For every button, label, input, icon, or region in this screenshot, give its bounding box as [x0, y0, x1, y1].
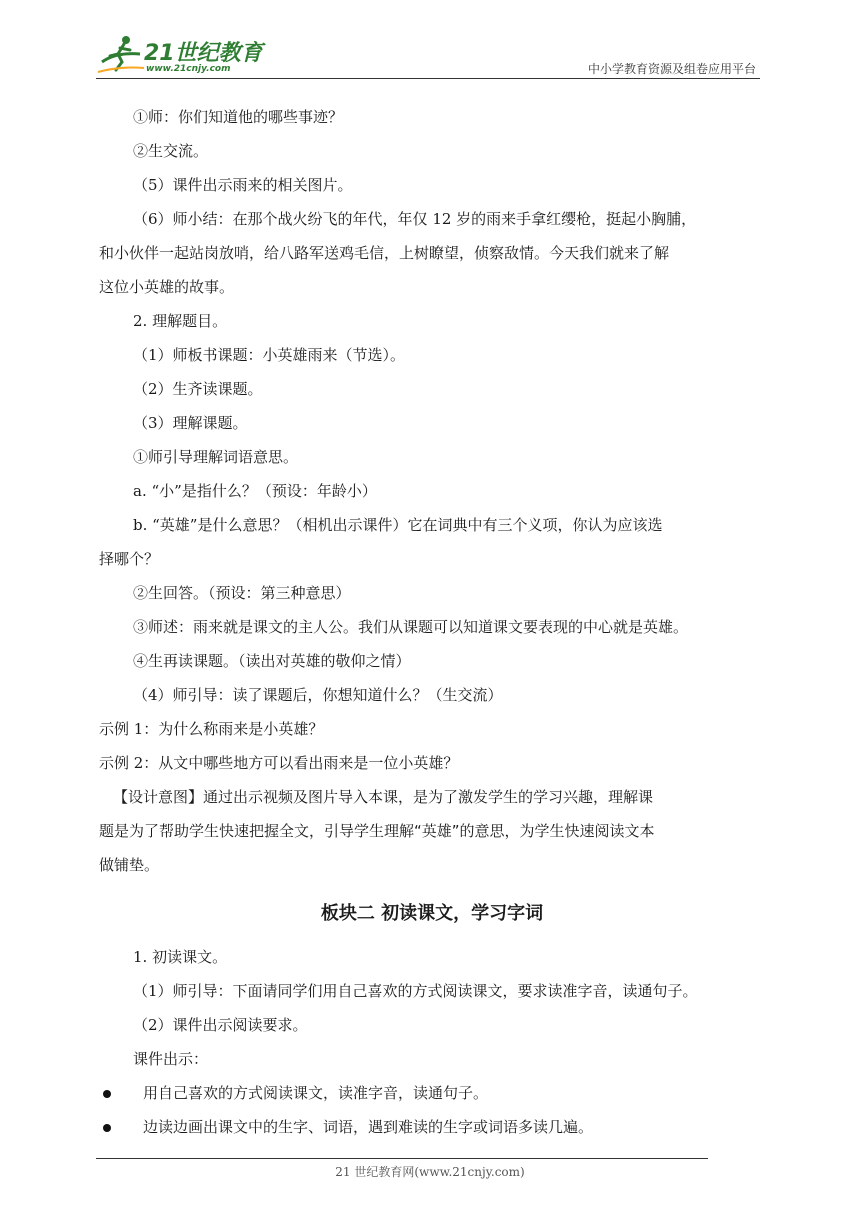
runner-logo-icon	[96, 32, 146, 76]
text-line: ④生再读课题。（读出对英雄的敬仰之情）	[133, 652, 411, 670]
text-line: （1）师板书课题：小英雄雨来（节选）。	[133, 346, 406, 364]
bullet-icon	[103, 1090, 111, 1098]
text-line: ②生回答。（预设：第三种意思）	[133, 584, 351, 602]
logo-text: 21世纪教育	[144, 41, 263, 66]
text-line: 示例 1：为什么称雨来是小英雄？	[99, 720, 324, 738]
text-line: ②生交流。	[133, 142, 209, 160]
logo-url: www.21cnjy.com	[146, 64, 231, 74]
document-body	[99, 100, 765, 1144]
page-header	[96, 30, 760, 80]
design-intent	[99, 814, 765, 848]
design-intent-line: 【设计意图】通过出示视频及图片导入本课，是为了激发学生的学习兴趣，理解课	[113, 788, 654, 806]
text-line: （2）课件出示阅读要求。	[133, 1016, 308, 1034]
text-line: ①师引导理解词语意思。	[133, 448, 299, 466]
text-line: （2）生齐读课题。	[133, 380, 263, 398]
design-intent	[99, 848, 765, 882]
list-item	[99, 1110, 765, 1144]
design-intent-line: 做铺垫。	[99, 856, 160, 874]
text-line: ①师：你们知道他的哪些事迹？	[133, 108, 344, 126]
list-item-text: 用自己喜欢的方式阅读课文，读准字音，读通句子。	[143, 1084, 489, 1102]
text-line: 示例 2：从文中哪些地方可以看出雨来是一位小英雄？	[99, 754, 459, 772]
list-item	[99, 1076, 765, 1110]
section-title: 板块二 初读课文，学习字词	[320, 903, 544, 924]
text-line: （3）理解课题。	[133, 414, 248, 432]
text-line: （5）课件出示雨来的相关图片。	[133, 176, 353, 194]
list-item-text: 边读边画出课文中的生字、词语，遇到难读的生字或词语多读几遍。	[143, 1118, 594, 1136]
text-line: 1. 初读课文。	[133, 948, 228, 966]
text-line: 和小伙伴一起站岗放哨，给八路军送鸡毛信，上树瞭望，侦察敌情。今天我们就来了解	[99, 244, 670, 262]
text-line: （6）师小结：在那个战火纷飞的年代，年仅 12 岁的雨来手拿红缨枪，挺起小胸脯，	[133, 210, 697, 228]
text-line: 这位小英雄的故事。	[99, 278, 235, 296]
design-intent	[113, 780, 765, 814]
text-line: 课件出示：	[133, 1050, 209, 1068]
text-line: （1）师引导：下面请同学们用自己喜欢的方式阅读课文，要求读准字音，读通句子。	[133, 982, 698, 1000]
text-line: （4）师引导：读了课题后，你想知道什么？（生交流）	[133, 686, 503, 704]
text-line: 择哪个？	[99, 550, 160, 568]
bullet-icon	[103, 1124, 111, 1132]
text-line: ③师述：雨来就是课文的主人公。我们从课题可以知道课文要表现的中心就是英雄。	[133, 618, 689, 636]
platform-label: 中小学教育资源及组卷应用平台	[587, 62, 756, 76]
text-line: b. “英雄”是什么意思？（相机出示课件）它在词典中有三个义项，你认为应该选	[133, 516, 663, 534]
page-footer: 21 世纪教育网(www.21cnjy.com)	[335, 1165, 525, 1179]
text-line: 2. 理解题目。	[133, 312, 228, 330]
footer-divider	[96, 1158, 708, 1159]
site-logo	[96, 30, 266, 78]
design-intent-line: 题是为了帮助学生快速把握全文，引导学生理解“英雄”的意思，为学生快速阅读文本	[99, 822, 655, 840]
text-line: a. “小”是指什么？（预设：年龄小）	[133, 482, 377, 500]
header-divider	[96, 78, 760, 79]
